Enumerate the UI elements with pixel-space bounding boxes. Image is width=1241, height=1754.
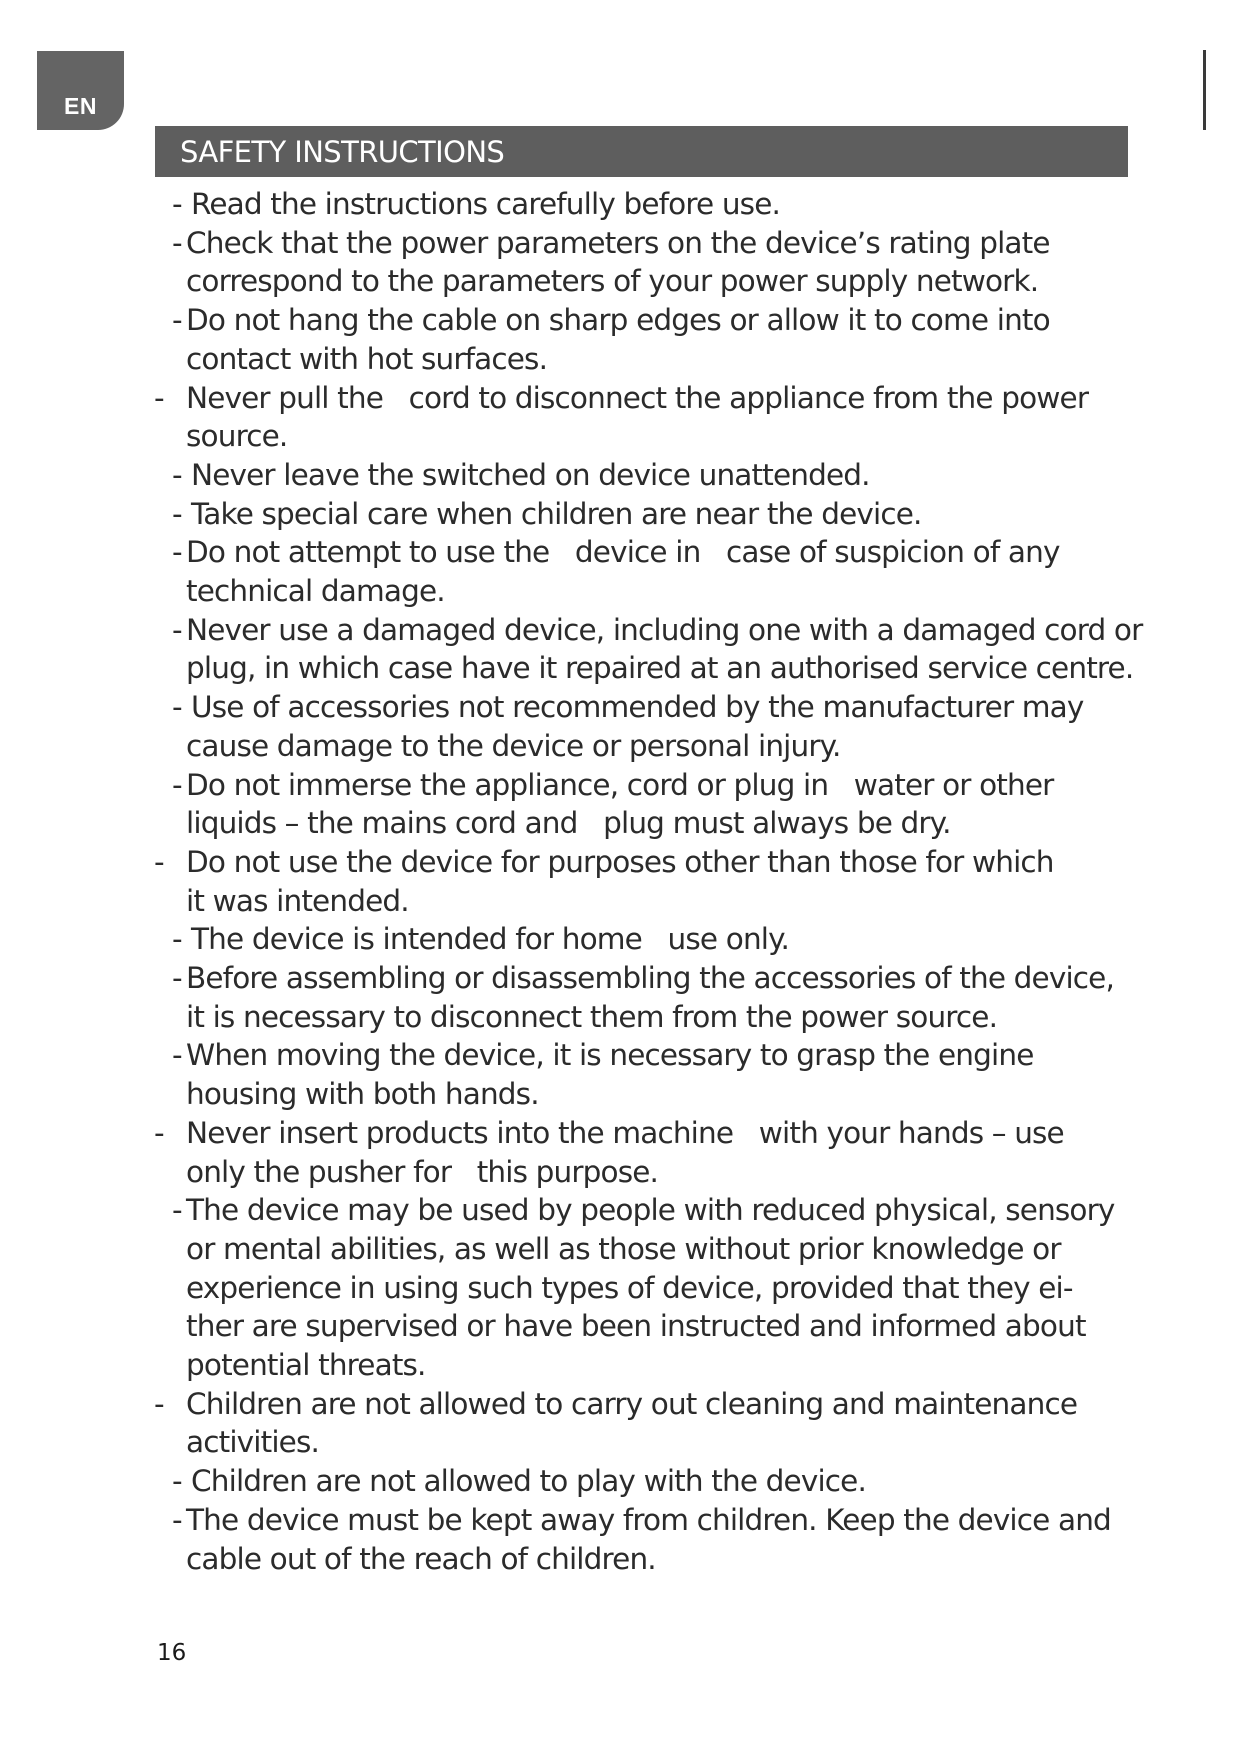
list-item-dash: - — [172, 1193, 183, 1228]
list-item-dash: - — [172, 457, 183, 492]
list-item-text: Never pull the cord to disconnect the appliance from the power — [186, 380, 1089, 415]
list-item-text: it was intended. — [186, 883, 409, 918]
list-item-dash: - — [172, 1502, 183, 1537]
list-item-text: cable out of the reach of children. — [186, 1541, 656, 1576]
list-item-text: Never leave the switched on device unattended. — [191, 457, 870, 492]
list-item-text: cause damage to the device or personal injury. — [186, 728, 841, 763]
list-item-text: Children are not allowed to carry out cleaning and maintenance — [186, 1386, 1078, 1421]
list-item-dash: - — [172, 767, 183, 802]
section-title: SAFETY INSTRUCTIONS — [180, 134, 505, 169]
list-item-text: Do not attempt to use the device in case of suspicion of any — [186, 535, 1060, 570]
language-tab — [37, 51, 124, 130]
list-item-dash: - — [154, 844, 165, 879]
list-item-text: it is necessary to disconnect them from the power source. — [186, 999, 998, 1034]
list-item-dash: - — [154, 1386, 165, 1421]
page-number: 16 — [157, 1640, 187, 1666]
list-item-dash: - — [154, 380, 165, 415]
list-item-text: or mental abilities, as well as those without prior knowledge or — [186, 1231, 1061, 1266]
list-item-text: The device must be kept away from children. Keep the device and — [186, 1502, 1111, 1537]
list-item-text: Take special care when children are near the device. — [191, 496, 922, 531]
list-item-text: Do not immerse the appliance, cord or plug in water or other — [186, 767, 1054, 802]
list-item-dash: - — [172, 961, 183, 995]
list-item-text: source. — [186, 419, 288, 454]
list-item-dash: - — [172, 612, 183, 647]
list-item-text: Before assembling or disassembling the accessories of the device, — [186, 961, 1115, 995]
list-item-text: Never use a damaged device, including one with a damaged cord or — [186, 612, 1143, 647]
list-item-dash: - — [172, 690, 183, 725]
list-item-dash: - — [172, 1464, 183, 1499]
list-item-dash: - — [172, 1038, 183, 1073]
list-item-text: Use of accessories not recommended by the manufacturer may — [191, 690, 1084, 725]
list-item-dash: - — [172, 535, 183, 570]
list-item-dash: - — [172, 922, 183, 957]
list-item-text: Never insert products into the machine with your hands – use — [186, 1115, 1064, 1150]
list-item-text: housing with both hands. — [186, 1077, 539, 1112]
list-item-dash: - — [172, 303, 183, 338]
list-item-text: technical damage. — [186, 574, 445, 608]
list-item-text: correspond to the parameters of your power supply network. — [186, 264, 1039, 299]
list-item-text: contact with hot surfaces. — [186, 341, 548, 376]
page-edge-line — [1203, 50, 1206, 130]
list-item-text: Do not use the device for purposes other than those for which — [186, 844, 1054, 879]
list-item-dash: - — [154, 1115, 165, 1150]
list-item-text: The device is intended for home use only. — [191, 922, 790, 957]
list-item-text: experience in using such types of device, provided that they ei- — [186, 1270, 1073, 1305]
list-item-text: Read the instructions carefully before use. — [191, 187, 781, 221]
list-item-text: only the pusher for this purpose. — [186, 1154, 659, 1189]
list-item-text: potential threats. — [186, 1348, 426, 1382]
list-item-text: Do not hang the cable on sharp edges or allow it to come into — [186, 303, 1050, 338]
list-item-text: Check that the power parameters on the device’s rating plate — [186, 225, 1050, 260]
list-item-dash: - — [172, 225, 183, 260]
language-label: EN — [64, 93, 97, 119]
list-item-text: plug, in which case have it repaired at an authorised service centre. — [186, 651, 1134, 686]
section-header — [155, 126, 1128, 177]
list-item-dash: - — [172, 496, 183, 531]
list-item-text: When moving the device, it is necessary to grasp the engine — [186, 1038, 1034, 1073]
list-item-text: ther are supervised or have been instructed and informed about — [186, 1309, 1086, 1344]
list-item-dash: - — [172, 187, 183, 221]
list-item-text: The device may be used by people with reduced physical, sensory — [186, 1193, 1115, 1228]
list-item-text: Children are not allowed to play with the device. — [191, 1464, 866, 1499]
list-item-text: activities. — [186, 1425, 320, 1460]
list-item-text: liquids – the mains cord and plug must always be dry. — [186, 806, 951, 841]
